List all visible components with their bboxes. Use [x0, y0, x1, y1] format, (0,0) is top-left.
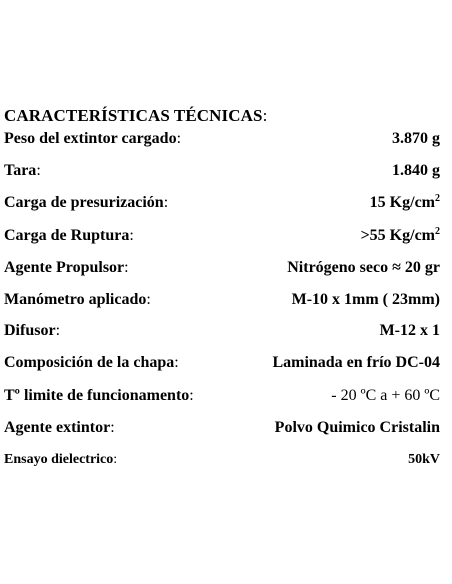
spec-label-text: Agente Propulsor: [4, 259, 125, 276]
spec-label: [4, 387, 194, 405]
spec-row-ruptura: [0, 227, 452, 249]
spec-label-colon: :: [110, 419, 115, 436]
spec-label-text: Agente extintor: [4, 419, 111, 436]
spec-value-text: 15 Kg/cm: [369, 194, 435, 211]
spec-row-presurizacion: [0, 194, 452, 216]
spec-row-temperatura: [0, 387, 452, 409]
spec-row-tara: [0, 162, 452, 184]
spec-label: [4, 354, 179, 372]
spec-value: M-10 x 1mm ( 23mm): [291, 291, 440, 308]
spec-value: 50kV: [408, 452, 440, 467]
spec-label-colon: :: [36, 162, 41, 179]
spec-label-text: Composición de la chapa: [4, 354, 175, 371]
spec-value: M-12 x 1: [379, 322, 440, 339]
spec-value: 3.870 g: [392, 130, 440, 147]
spec-label-colon: :: [174, 354, 179, 371]
spec-row-manometro: [0, 291, 452, 313]
spec-label: [4, 322, 60, 340]
spec-label-text: Manómetro aplicado: [4, 291, 147, 308]
spec-label-colon: :: [124, 259, 129, 276]
spec-label-text: Ensayo dielectrico: [4, 452, 114, 467]
spec-label: [4, 259, 129, 277]
spec-label-colon: :: [163, 194, 169, 211]
spec-label-text: Carga de presurización: [4, 194, 164, 211]
section-title-colon: :: [262, 106, 268, 125]
spec-value-superscript: 2: [435, 226, 440, 237]
spec-label-text: Tara: [4, 162, 37, 179]
spec-row-agente-extintor: [0, 419, 452, 441]
spec-row-peso: [0, 130, 452, 152]
spec-label: [4, 194, 168, 212]
spec-row-propulsor: [0, 259, 452, 281]
spec-row-dielectrico: [0, 452, 452, 474]
spec-value: Nitrógeno seco ≈ 20 gr: [287, 259, 440, 276]
spec-label: [4, 452, 117, 468]
spec-label: [4, 162, 41, 180]
spec-value: 1.840 g: [392, 162, 440, 179]
spec-label-colon: :: [113, 452, 118, 467]
spec-label-colon: :: [55, 322, 61, 339]
spec-label-text: Tº limite de funcionamento: [4, 387, 190, 404]
spec-label-text: Difusor: [4, 322, 56, 339]
spec-label: [4, 227, 134, 245]
section-title: [4, 106, 267, 126]
spec-value: [370, 194, 440, 212]
spec-label-text: Peso del extintor cargado: [4, 130, 177, 147]
spec-label-colon: :: [146, 291, 151, 308]
section-title-text: CARACTERÍSTICAS TÉCNICAS: [4, 106, 263, 125]
spec-label: [4, 291, 151, 309]
spec-value-text: >55 Kg/cm: [360, 227, 435, 244]
spec-value: [361, 227, 440, 245]
spec-row-difusor: [0, 322, 452, 344]
spec-label-text: Carga de Ruptura: [4, 227, 130, 244]
spec-label-colon: :: [129, 227, 134, 244]
spec-value: Laminada en frío DC-04: [272, 354, 440, 371]
spec-value: Polvo Quimico Cristalin: [274, 419, 440, 436]
spec-label: [4, 130, 181, 148]
spec-label: [4, 419, 115, 437]
spec-label-colon: :: [176, 130, 182, 147]
spec-value: - 20 ºC a + 60 ºC: [331, 387, 440, 404]
spec-row-chapa: [0, 354, 452, 376]
spec-value-superscript: 2: [435, 193, 440, 204]
spec-label-colon: :: [189, 387, 194, 404]
